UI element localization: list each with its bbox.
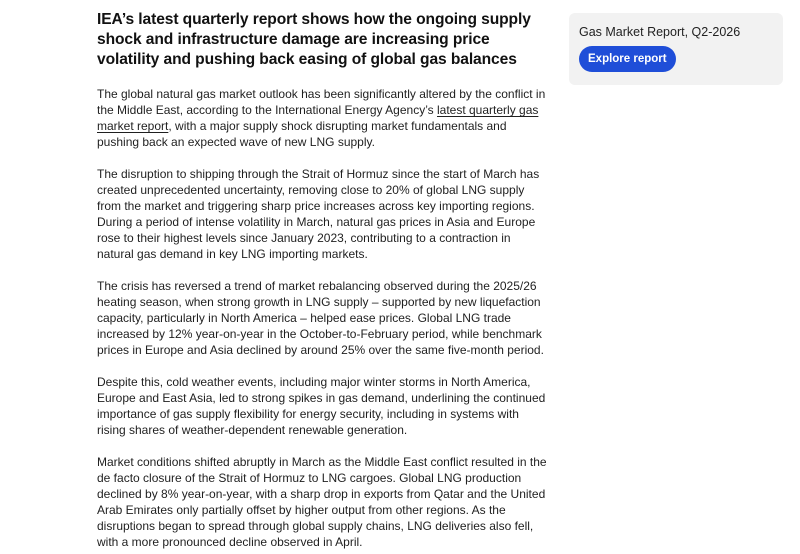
- paragraph-1-text-end: , with a major supply shock disrupting market fundamentals and pushing back an expected wave of new LNG supply.: [97, 119, 507, 149]
- promo-card-title: Gas Market Report, Q2-2026: [579, 25, 741, 39]
- article-paragraph-3: The crisis has reversed a trend of market rebalancing observed during the 2025/26 heating season, when strong growth in LNG supply – supported by new liquefaction capacity, particularly in North America – helped ease prices. Global LNG trade increased by 12% year-on-year in the October-to-February period, while benchmark prices in Europe and Asia declined by around 25% over the same five-month period.: [97, 279, 544, 357]
- article-headline: IEA’s latest quarterly report shows how the ongoing supply shock and infrastructure damage are increasing price volatility and pushing back easing of global gas balances: [97, 11, 531, 68]
- report-promo-card: [569, 13, 783, 85]
- article-paragraph-1: [97, 86, 549, 150]
- article-paragraph-4: Despite this, cold weather events, including major winter storms in North America, Europe and East Asia, led to strong spikes in gas demand, underlining the continued importance of gas supply flexibility for energy security, including in systems with rising shares of weather-dependent renewable generation.: [97, 375, 546, 437]
- article-paragraph-2: The disruption to shipping through the Strait of Hormuz since the start of March has created unprecedented uncertainty, removing close to 20% of global LNG supply from the market and triggering sharp price increases across key importing regions. During a period of intense volatility in March, natural gas prices in Asia and Europe rose to their highest levels since January 2023, contributing to a contraction in natural gas demand in key LNG importing markets.: [97, 167, 540, 261]
- paragraph-1-text-start: The global natural gas market outlook has been significantly altered by the conflict in the Middle East, according to the International Energy Agency’s: [97, 87, 546, 117]
- article-paragraph-5: Market conditions shifted abruptly in March as the Middle East conflict resulted in the de facto closure of the Strait of Hormuz to LNG cargoes. Global LNG production declined by 8% year-on-year, with a sharp drop in exports from Qatar and the United Arab Emirates only partially offset by higher output from other regions. As the disruptions began to spread through global supply chains, LNG deliveries also fell, with a more pronounced decline observed in April.: [97, 455, 547, 549]
- report-link[interactable]: latest quarterly gas market report: [97, 103, 539, 133]
- article-body: [97, 10, 549, 554]
- explore-report-button[interactable]: Explore report: [579, 46, 676, 72]
